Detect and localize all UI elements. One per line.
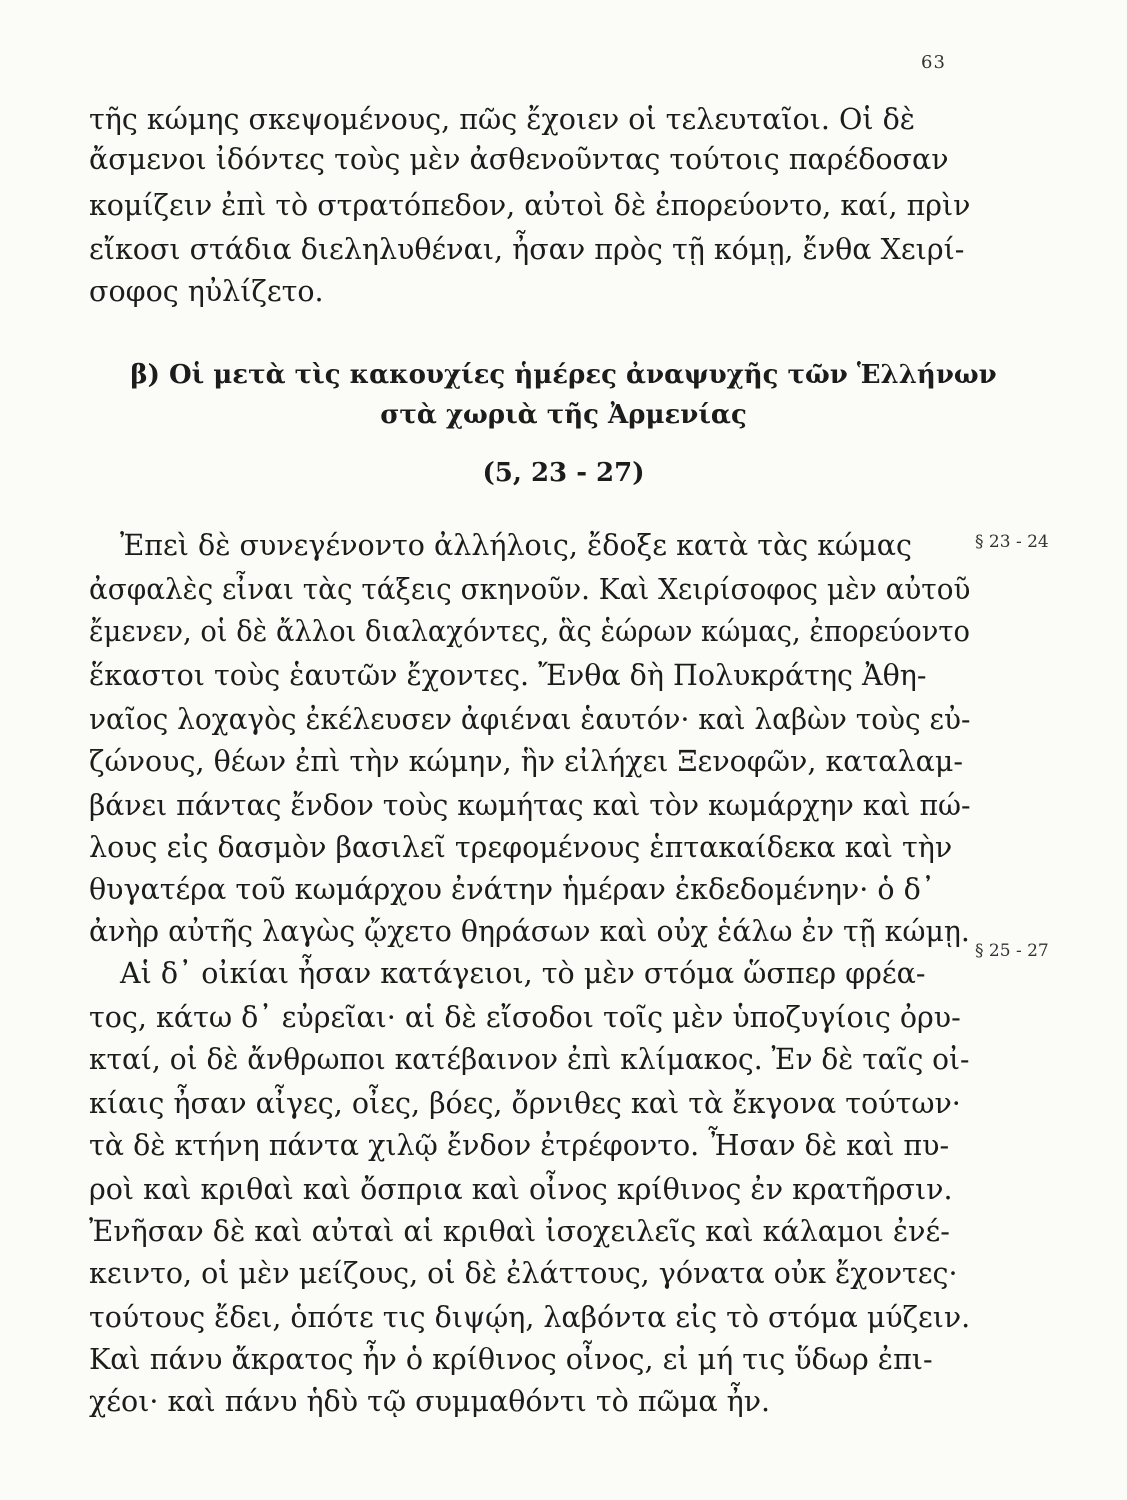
text-line: ζώνους, θέων ἐπὶ τὴν κώμην, ἣν εἰλήχει Ξενοφῶν, καταλαμ- [89,745,963,778]
text-line: ἕκαστοι τοὺς ἑαυτῶν ἔχοντες. Ἔνθα δὴ Πολυκράτης Ἀθη- [89,659,927,692]
text-line: ἔμενεν, οἱ δὲ ἄλλοι διαλαχόντες, ἃς ἑώρων κώμας, ἐπορεύοντο [89,615,970,648]
page-number: 63 [921,52,946,73]
margin-reference: § 25 - 27 [975,941,1049,961]
text-line: τούτους ἔδει, ὁπότε τις διψῴη, λαβόντα εἰς τὸ στόμα μύζειν. [89,1301,971,1334]
text-line: κίαις ἦσαν αἶγες, οἶες, βόες, ὄρνιθες καὶ τὰ ἔκγονα τούτων· [89,1087,961,1120]
text-line: Καὶ πάνυ ἄκρατος ἦν ὁ κρίθινος οἶνος, εἰ μή τις ὕδωρ ἐπι- [89,1343,933,1376]
text-line: ναῖος λοχαγὸς ἐκέλευσεν ἀφιέναι ἑαυτόν· καὶ λαβὼν τοὺς εὐ- [89,703,971,736]
section-label: β) [130,360,160,390]
section-title-line1: Οἱ μετὰ τὶς κακουχίες ἡμέρες ἀναψυχῆς τῶν Ἑλλήνων [168,360,997,390]
text-line: ἄσμενοι ἰδόντες τοὺς μὲν ἀσθενοῦντας τούτοις παρέδοσαν [89,143,949,176]
text-line: ἀσφαλὲς εἶναι τὰς τάξεις σκηνοῦν. Καὶ Χειρίσοφος μὲν αὐτοῦ [89,573,971,606]
text-line: κομίζειν ἐπὶ τὸ στρατόπεδον, αὐτοὶ δὲ ἐπορεύοντο, καί, πρὶν [89,189,971,222]
section-title-line2: στὰ χωριὰ τῆς Ἀρμενίας [380,400,747,430]
text-line: κταί, οἱ δὲ ἄνθρωποι κατέβαινον ἐπὶ κλίμακος. Ἐν δὲ ταῖς οἰ- [89,1043,970,1076]
text-line: Αἱ δ᾿ οἰκίαι ἦσαν κατάγειοι, τὸ μὲν στόμα ὥσπερ φρέα- [120,957,926,990]
text-line: βάνει πάντας ἔνδον τοὺς κωμήτας καὶ τὸν κωμάρχην καὶ πώ- [89,789,971,822]
text-line: κειντο, οἱ μὲν μείζους, οἱ δὲ ἐλάττους, γόνατα οὐκ ἔχοντες· [89,1257,958,1290]
text-line: τὰ δὲ κτήνη πάντα χιλῷ ἔνδον ἐτρέφοντο. Ἦσαν δὲ καὶ πυ- [89,1129,950,1162]
text-line: σοφος ηὐλίζετο. [89,275,324,308]
section-reference: (5, 23 - 27) [482,458,645,488]
text-line: εἴκοσι στάδια διεληλυθέναι, ἦσαν πρὸς τῇ κόμῃ, ἔνθα Χειρί- [89,233,965,266]
text-line: τῆς κώμης σκεψομένους, πῶς ἔχοιεν οἱ τελευταῖοι. Οἱ δὲ [89,103,916,136]
text-line: Ἐνῆσαν δὲ καὶ αὐταὶ αἱ κριθαὶ ἰσοχειλεῖς καὶ κάλαμοι ἐνέ- [89,1215,950,1248]
margin-reference: § 23 - 24 [975,532,1049,552]
text-line: Ἐπεὶ δὲ συνεγένοντο ἀλλήλοις, ἔδοξε κατὰ τὰς κώμας [120,529,913,562]
text-line: χέοι· καὶ πάνυ ἡδὺ τῷ συμμαθόντι τὸ πῶμα ἦν. [89,1385,771,1418]
text-line: λους εἰς δασμὸν βασιλεῖ τρεφομένους ἑπτακαίδεκα καὶ τὴν [89,831,953,864]
text-line: ἀνὴρ αὐτῆς λαγὼς ᾤχετο θηράσων καὶ οὐχ ἑάλω ἐν τῇ κώμῃ. [89,915,970,948]
text-line: θυγατέρα τοῦ κωμάρχου ἐνάτην ἡμέραν ἐκδεδομένην· ὁ δ᾿ [89,873,935,906]
text-line: τος, κάτω δ᾿ εὐρεῖαι· αἱ δὲ εἴσοδοι τοῖς μὲν ὑποζυγίοις ὀρυ- [89,1001,961,1034]
section-title [0,360,1127,390]
text-line: ροὶ καὶ κριθαὶ καὶ ὄσπρια καὶ οἶνος κρίθινος ἐν κρατῆρσιν. [89,1173,953,1206]
